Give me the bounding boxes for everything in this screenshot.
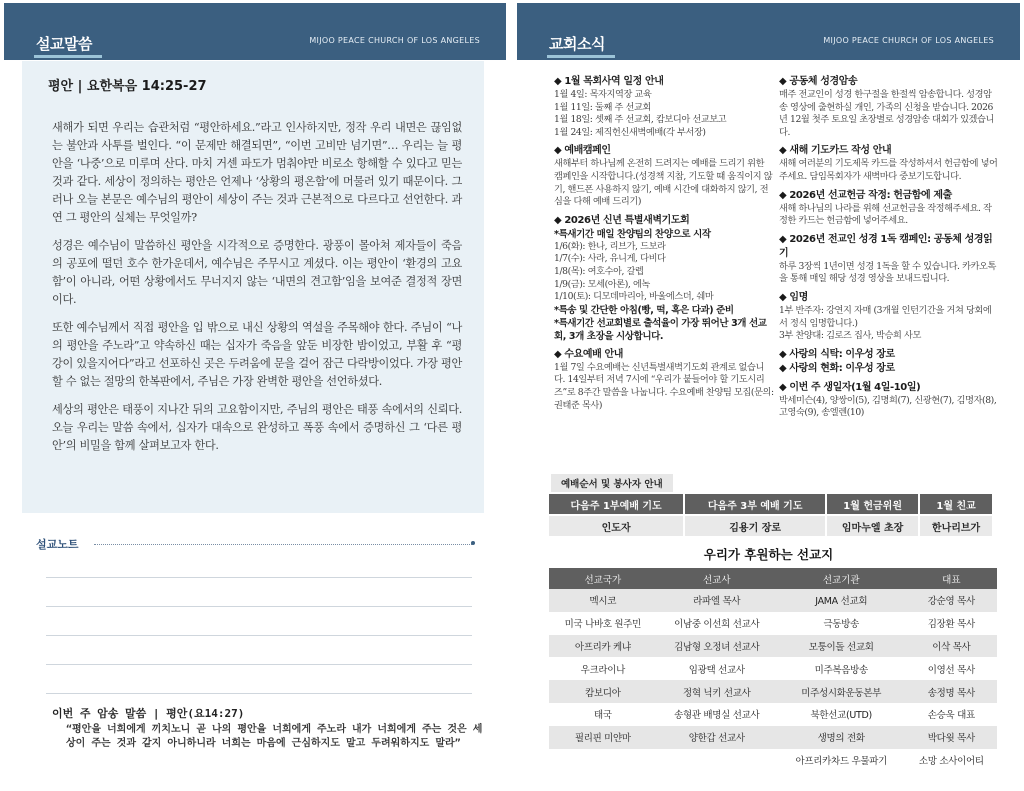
service-value-row — [549, 515, 993, 536]
service-header: 1월 친교 — [919, 494, 993, 515]
sermon-paragraph: 성경은 예수님이 말씀하신 평안을 시각적으로 증명한다. 광풍이 몰아쳐 제자들이 죽음의 공포에 떨던 호수 한가운데서, 예수님은 주무시고 계셨다. 이는 평안이 ‘환경의 고요함’이 아니라, 어떤 상황에서도 무너지지 않는 ‘내면의 견고함’임을 보여준 결정적 장면이다. — [52, 239, 462, 306]
news-line: 3부 찬양대: 김로즈 집사, 박승희 사모 — [779, 330, 921, 342]
news-line: 새해 하나님의 나라를 위해 선교헌금을 작정해주세요. 작정한 카드는 헌금함에 넣어주세요. — [779, 202, 992, 227]
mission-cell: 우크라이나 — [549, 657, 657, 680]
news-item — [779, 233, 999, 286]
service-table — [549, 494, 994, 536]
service-header-row — [549, 494, 993, 515]
news-line: 1/6(화): 한나, 리브가, 드보라 — [554, 240, 666, 252]
news-column-right — [779, 75, 999, 425]
news-item — [779, 291, 999, 343]
service-header: 다음주 1부예배 기도 — [549, 494, 684, 515]
news-item — [779, 381, 999, 420]
note-line[interactable] — [46, 606, 472, 607]
news-line: 하루 3장씩 1년이면 성경 1독을 할 수 있습니다. 카카오톡을 통해 매일 해당 성경 영상을 보내드립니다. — [779, 260, 996, 285]
table-row — [549, 589, 997, 612]
news-item — [779, 362, 999, 376]
mission-cell: 송형관 배명실 선교사 — [657, 703, 777, 726]
notes-divider — [94, 544, 472, 545]
mission-cell: 아프리카차드 우물파기 — [777, 749, 906, 772]
missions-header: 선교사 — [657, 568, 777, 589]
service-header: 다음주 3부 예배 기도 — [684, 494, 826, 515]
title-underline — [34, 55, 102, 58]
news-line: 박세미슨(4), 양쌍이(5), 김명희(7), 신광현(7), 김명자(8), 고영숙(9), 송엘렌(10) — [779, 394, 997, 419]
news-item — [779, 348, 999, 362]
missions-header: 선교국가 — [549, 568, 657, 589]
church-name: MIJOO PEACE CHURCH OF LOS ANGELES — [309, 36, 480, 45]
service-header: 1월 헌금위원 — [826, 494, 919, 515]
table-row — [549, 749, 997, 772]
sermon-box — [22, 61, 484, 513]
news-section-title: 교회소식 — [549, 35, 605, 53]
missions-header: 선교기관 — [777, 568, 906, 589]
news-item — [779, 189, 999, 228]
news-heading: ◆ 2026년 신년 특별새벽기도회 — [554, 214, 690, 226]
table-row — [549, 726, 997, 749]
sermon-paragraph: 또한 예수님께서 직접 평안을 입 밖으로 내신 상황의 역설을 주목해야 한다. 주님이 “나의 평안을 주노라”고 약속하신 때는 십자가 죽음을 앞둔 비장한 밤이었고, 부활 후 “평강이 있을지어다”라고 선포하신 곳은 두려움에 문을 걸어 잠근 다락방이었다. 가장 평안할 수 없는 절망의 한복판에서, 주님은 가장 완벽한 평안을 선언하셨다. — [52, 321, 462, 388]
news-heading: ◆ 2026년 선교헌금 작정: 헌금함에 제출 — [779, 189, 952, 201]
mission-cell: 미주성시화운동본부 — [777, 680, 906, 703]
news-item — [554, 75, 774, 139]
mission-cell: 아프리카 케냐 — [549, 635, 657, 658]
news-line: 1월 24일: 제직헌신새벽예배(각 부서장) — [554, 126, 706, 138]
table-row — [549, 657, 997, 680]
note-line[interactable] — [46, 693, 472, 694]
mission-cell: 이남중 이선희 선교사 — [657, 612, 777, 635]
news-bold-line: *특송 및 간단한 아침(빵, 떡, 혹은 다과) 준비 — [554, 304, 734, 316]
news-heading: ◆ 2026년 전교인 성경 1독 캠페인: 공동체 성경읽기 — [779, 233, 993, 259]
mission-cell: 멕시코 — [549, 589, 657, 612]
news-line: 새해부터 하나님께 온전히 드려지는 예배를 드리기 위한 캠페인을 시작합니다.(성경책 지참, 기도할 때 움직이지 않기, 핸드폰 사용하지 않기, 예배 시간에 대화하지 않기, 전심을 다해 예배 드리기) — [554, 158, 773, 208]
table-row — [549, 612, 997, 635]
mission-cell — [549, 749, 657, 772]
mission-cell: 라파엘 목사 — [657, 589, 777, 612]
news-heading: ◆ 공동체 성경암송 — [779, 76, 858, 87]
service-info-tab: 예배순서 및 봉사자 안내 — [551, 474, 673, 492]
table-row — [549, 680, 997, 703]
mission-cell: 정혁 닉키 선교사 — [657, 680, 777, 703]
table-row — [549, 703, 997, 726]
sermon-section-title: 설교말씀 — [36, 35, 92, 53]
missions-table — [549, 568, 997, 771]
mission-cell: 극동방송 — [777, 612, 906, 635]
mission-cell: 소망 소사이어티 — [906, 749, 997, 772]
mission-cell: 강순영 목사 — [906, 589, 997, 612]
mission-cell: 송정명 목사 — [906, 680, 997, 703]
service-value: 임마누엘 초장 — [826, 515, 919, 536]
news-line: 1월 18일: 셋째 주 선교회, 캄보디아 선교보고 — [554, 114, 727, 126]
mission-cell: 김장환 목사 — [906, 612, 997, 635]
mission-cell: 모퉁이돌 선교회 — [777, 635, 906, 658]
sermon-reference: 평안 | 요한복음 14:25-27 — [48, 79, 207, 94]
sermon-body — [52, 119, 462, 465]
sermon-notes-label: 설교노트 — [36, 538, 79, 551]
mission-cell: 태국 — [549, 703, 657, 726]
news-line: 1/8(목): 여호수아, 갈렙 — [554, 265, 644, 277]
service-value: 한나리브가 — [919, 515, 993, 536]
news-page — [517, 3, 1020, 787]
news-heading: ◆ 임명 — [779, 291, 808, 303]
news-column-left — [554, 75, 774, 417]
church-name: MIJOO PEACE CHURCH OF LOS ANGELES — [823, 36, 994, 45]
mission-cell: 양한갑 선교사 — [657, 726, 777, 749]
news-line: 새해 여러분의 기도제목 카드를 작성하셔서 헌금함에 넣어주세요. 담임목회자가 새벽마다 중보기도합니다. — [779, 158, 998, 182]
news-line: 1월 4일: 목자지역장 교육 — [554, 89, 652, 100]
note-line[interactable] — [46, 664, 472, 665]
news-line: 매주 전교인이 성경 한구절을 한절씩 암송합니다. 성경암송 영상에 출현하실 개인, 가족의 신청을 받습니다. 2026년 12월 첫주 토요일 초장별로 성경암송 대회가 있겠습니다. — [779, 89, 994, 138]
news-heading: ◆ 사랑의 식탁: 이우성 장로 — [779, 348, 895, 360]
memory-verse-text: “평안을 너희에게 끼치노니 곧 나의 평안을 너희에게 주노라 내가 너희에게 주는 것은 세상이 주는 것과 같지 아니하니라 너희는 마음에 근심하지도 말고 두려워하지도 말라” — [66, 724, 483, 749]
news-heading: ◆ 1월 목회사역 일정 안내 — [554, 76, 664, 87]
mission-cell: JAMA 선교회 — [777, 589, 906, 612]
news-line: 1부 반주자: 강연지 자매 (3개월 인턴기간을 거쳐 당회에서 정식 임명합니다.) — [779, 304, 992, 329]
news-bold-line: *특새기간 선교회별로 출석율이 가장 뛰어난 3개 선교회, 3개 초장을 시상합니다. — [554, 317, 767, 342]
note-line[interactable] — [46, 635, 472, 636]
news-heading: ◆ 사랑의 현화: 이우성 장로 — [779, 362, 895, 374]
mission-cell: 생명의 전화 — [777, 726, 906, 749]
sermon-page — [4, 3, 506, 787]
title-underline — [547, 55, 615, 58]
sermon-paragraph: 세상의 평안은 태풍이 지나간 뒤의 고요함이지만, 주님의 평안은 태풍 속에서의 신뢰다. 오늘 우리는 말씀 속에서, 십자가 대속으로 완성하고 폭풍 속에서 증명하신 그 ‘다른 평안’의 비밀을 함께 살펴보고자 한다. — [52, 403, 462, 452]
news-heading: ◆ 새해 기도카드 작성 안내 — [779, 145, 892, 157]
missions-title: 우리가 후원하는 선교지 — [703, 547, 834, 562]
memory-verse-title: 이번 주 암송 말씀 | 평안(요14:27) — [52, 707, 245, 720]
mission-cell: 이영선 목사 — [906, 657, 997, 680]
mission-cell: 임광택 선교사 — [657, 657, 777, 680]
missions-header: 대표 — [906, 568, 997, 589]
mission-cell: 미국 나바호 원주민 — [549, 612, 657, 635]
news-item — [554, 214, 774, 343]
mission-cell — [657, 749, 777, 772]
news-heading: ◆ 예배캠페인 — [554, 145, 611, 157]
news-line: 1/7(수): 사라, 유니게, 다비다 — [554, 253, 666, 265]
sermon-paragraph: 새해가 되면 우리는 습관처럼 “평안하세요.”라고 인사하지만, 정작 우리 내면은 끊임없는 불안과 사투를 벌인다. “이 문제만 해결되면”, “이번 고비만 넘기면”… 우리는 늘 평안을 ‘나중’으로 미루며 산다. 마치 거센 파도가 멈춰야만 비로소 항해할 수 있다고 믿는 것과 같다. 세상이 정의하는 평안은 언제나 ‘상황의 평온함’에 머물러 있기 때문이다. 그러나 오늘 본문은 예수님의 평안이 세상이 주는 것과 근본적으로 다르다고 선언한다. 과연 그 평안의 실체는 무엇일까? — [52, 121, 462, 224]
service-value: 김용기 장로 — [684, 515, 826, 536]
mission-cell: 손승욱 대표 — [906, 703, 997, 726]
mission-cell: 박다윗 목사 — [906, 726, 997, 749]
mission-cell: 필리핀 미얀마 — [549, 726, 657, 749]
service-value: 인도자 — [549, 515, 684, 536]
news-bold-line: *특새기간 매일 찬양팀의 찬양으로 시작 — [554, 228, 711, 240]
news-item — [779, 144, 999, 183]
mission-cell: 북한선교(UTD) — [777, 703, 906, 726]
mission-cell: 이삭 목사 — [906, 635, 997, 658]
news-item — [554, 144, 774, 208]
news-item — [779, 75, 999, 139]
news-heading: ◆ 수요예배 안내 — [554, 348, 624, 360]
news-line: 1/9(금): 모세(아론), 에녹 — [554, 278, 650, 290]
mission-cell: 김남형 오정녀 선교사 — [657, 635, 777, 658]
notes-divider-dot — [471, 541, 475, 545]
news-page-header — [517, 3, 1020, 60]
table-row — [549, 635, 997, 658]
news-heading: ◆ 이번 주 생일자(1월 4일-10일) — [779, 381, 921, 393]
missions-header-row — [549, 568, 997, 589]
news-line: 1월 11일: 둘째 주 선교회 — [554, 101, 651, 113]
note-line[interactable] — [46, 577, 472, 578]
mission-cell: 캄보디아 — [549, 680, 657, 703]
news-line: 1월 7일 수요예배는 신년특별새벽기도회 관계로 없습니다. 14일부터 저녁 7시에 “우리가 붙들어야 할 기도시리즈”로 8주간 말씀을 나눕니다. 수요예배 찬양팀 모집(문의: 권태준 목사) — [554, 361, 774, 411]
news-item — [554, 348, 774, 412]
sermon-page-header — [4, 3, 506, 60]
news-line: 1/10(토): 디모데마리아, 바울에스더, 쉐마 — [554, 291, 714, 303]
mission-cell: 미주복음방송 — [777, 657, 906, 680]
